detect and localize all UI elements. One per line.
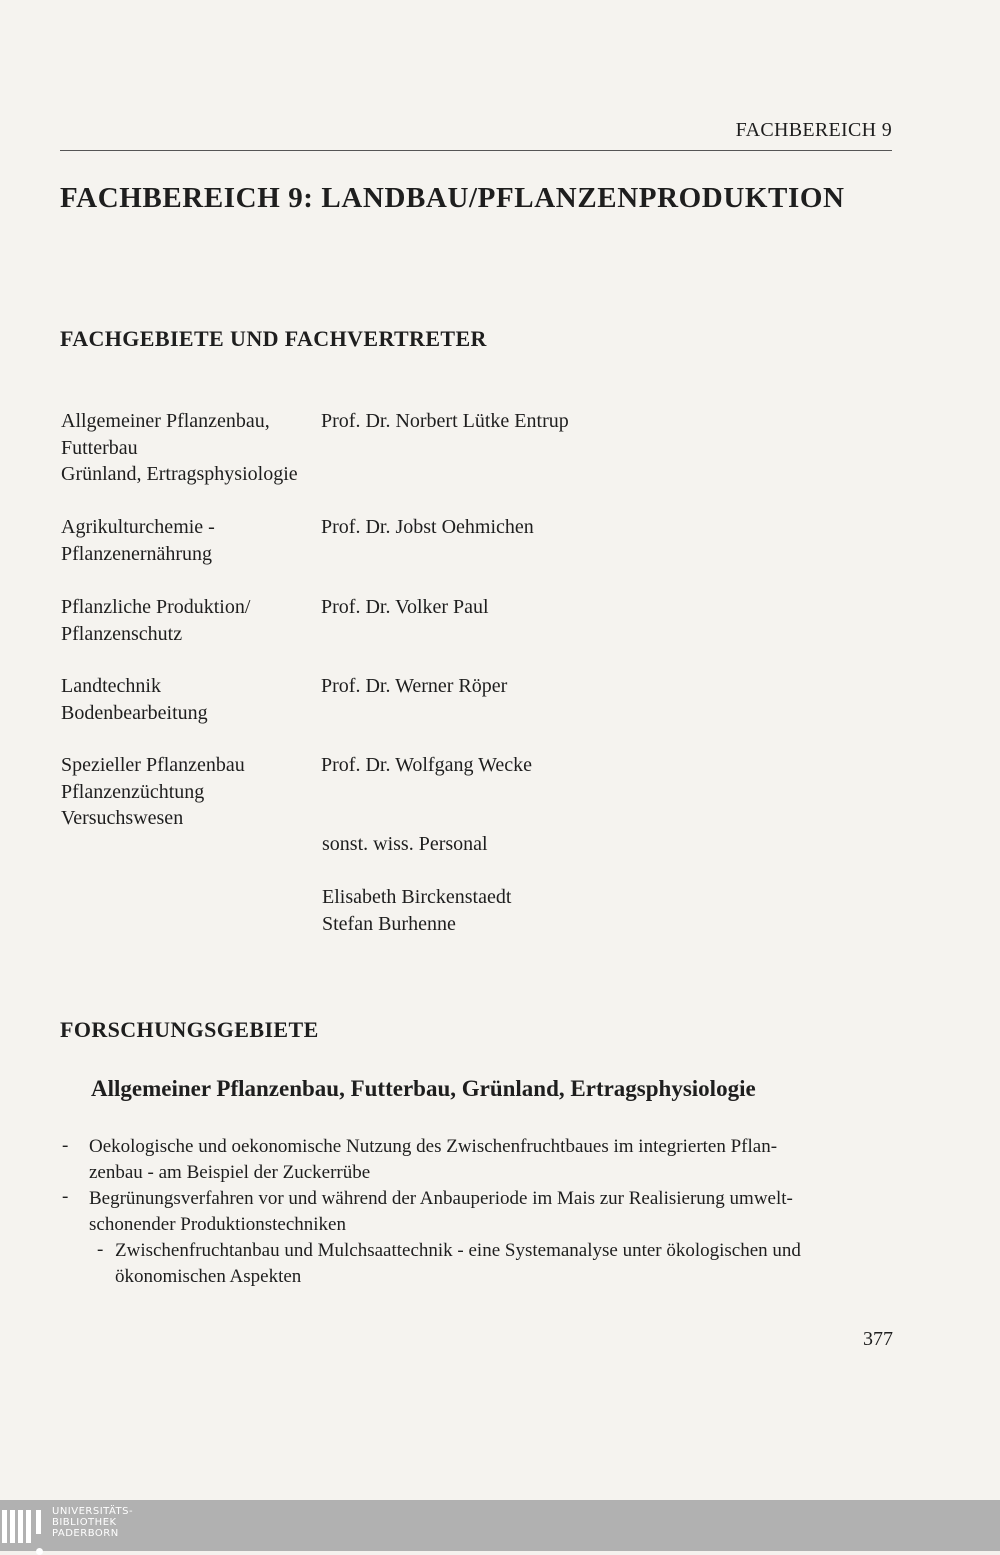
staff-area (61, 673, 208, 726)
area-line: Grünland, Ertragsphysiologie (61, 463, 298, 485)
research-subheading: Allgemeiner Pflanzenbau, Futterbau, Grünland, Ertragsphysiologie (91, 1076, 756, 1101)
page-title: FACHBEREICH 9: LANDBAU/PFLANZENPRODUKTION (60, 182, 845, 214)
staff-person (321, 752, 532, 779)
person-name: Prof. Dr. Jobst Oehmichen (321, 516, 534, 538)
staff-area (61, 752, 245, 832)
area-line: Agrikulturchemie - (61, 516, 215, 538)
page-number: 377 (863, 1328, 893, 1350)
area-line: Bodenbearbeitung (61, 701, 208, 724)
research-item (89, 1186, 793, 1238)
area-line: Futterbau (61, 436, 138, 459)
area-line: Pflanzenschutz (61, 622, 183, 645)
area-line: Pflanzenernährung (61, 542, 213, 565)
library-footer (0, 1500, 1000, 1551)
other-staff-label-text: sonst. wiss. Personal (322, 833, 488, 855)
header-rule (60, 150, 892, 151)
logo-line: BIBLIOTHEK (52, 1517, 117, 1528)
staff-person (321, 408, 569, 435)
person-name: Stefan Burhenne (322, 912, 456, 935)
other-staff-list (322, 884, 511, 937)
area-line: Allgemeiner Pflanzenbau, (61, 410, 270, 432)
staff-heading: FACHGEBIETE UND FACHVERTRETER (60, 326, 487, 351)
staff-person (321, 673, 507, 700)
area-line: Versuchswesen (61, 807, 184, 829)
staff-area (61, 594, 250, 647)
person-name: Prof. Dr. Werner Röper (321, 675, 508, 697)
area-line: Pflanzliche Produktion/ (61, 596, 251, 618)
bullet-marker: - (62, 1135, 69, 1156)
research-line: Oekologische und oekonomische Nutzung des Zwischenfruchtbaues im integrierten Pflan- (89, 1136, 778, 1157)
research-subitem (115, 1238, 801, 1290)
staff-area (61, 514, 215, 567)
research-line: Begrünungsverfahren vor und während der Anbauperiode im Mais zur Realisierung umwelt- (89, 1188, 793, 1209)
logo-line: PADERBORN (52, 1528, 119, 1539)
research-line: schonender Produktionstechniken (89, 1214, 346, 1235)
staff-person (321, 594, 489, 621)
bullet-marker: - (62, 1186, 69, 1207)
research-heading: FORSCHUNGSGEBIETE (60, 1017, 319, 1042)
staff-person (321, 514, 534, 541)
area-line: Pflanzenzüchtung (61, 780, 205, 803)
staff-area (61, 408, 298, 488)
research-line: Zwischenfruchtanbau und Mulchsaattechnik - eine Systemanalyse unter ökologischen und (115, 1240, 801, 1261)
research-item (89, 1134, 777, 1186)
person-name: Prof. Dr. Wolfgang Wecke (321, 754, 532, 776)
research-line: zenbau - am Beispiel der Zuckerrübe (89, 1162, 371, 1183)
person-name: Prof. Dr. Norbert Lütke Entrup (321, 410, 569, 432)
library-logo-text (52, 1506, 133, 1539)
logo-line: UNIVERSITÄTS- (52, 1506, 134, 1517)
other-staff-label (322, 831, 488, 858)
research-line: ökonomischen Aspekten (115, 1266, 302, 1287)
area-line: Landtechnik (61, 675, 161, 697)
area-line: Spezieller Pflanzenbau (61, 754, 245, 776)
person-name: Elisabeth Birckenstaedt (322, 886, 512, 908)
person-name: Prof. Dr. Volker Paul (321, 596, 489, 618)
bullet-marker: - (97, 1239, 104, 1260)
running-head: FACHBEREICH 9 (735, 119, 892, 141)
